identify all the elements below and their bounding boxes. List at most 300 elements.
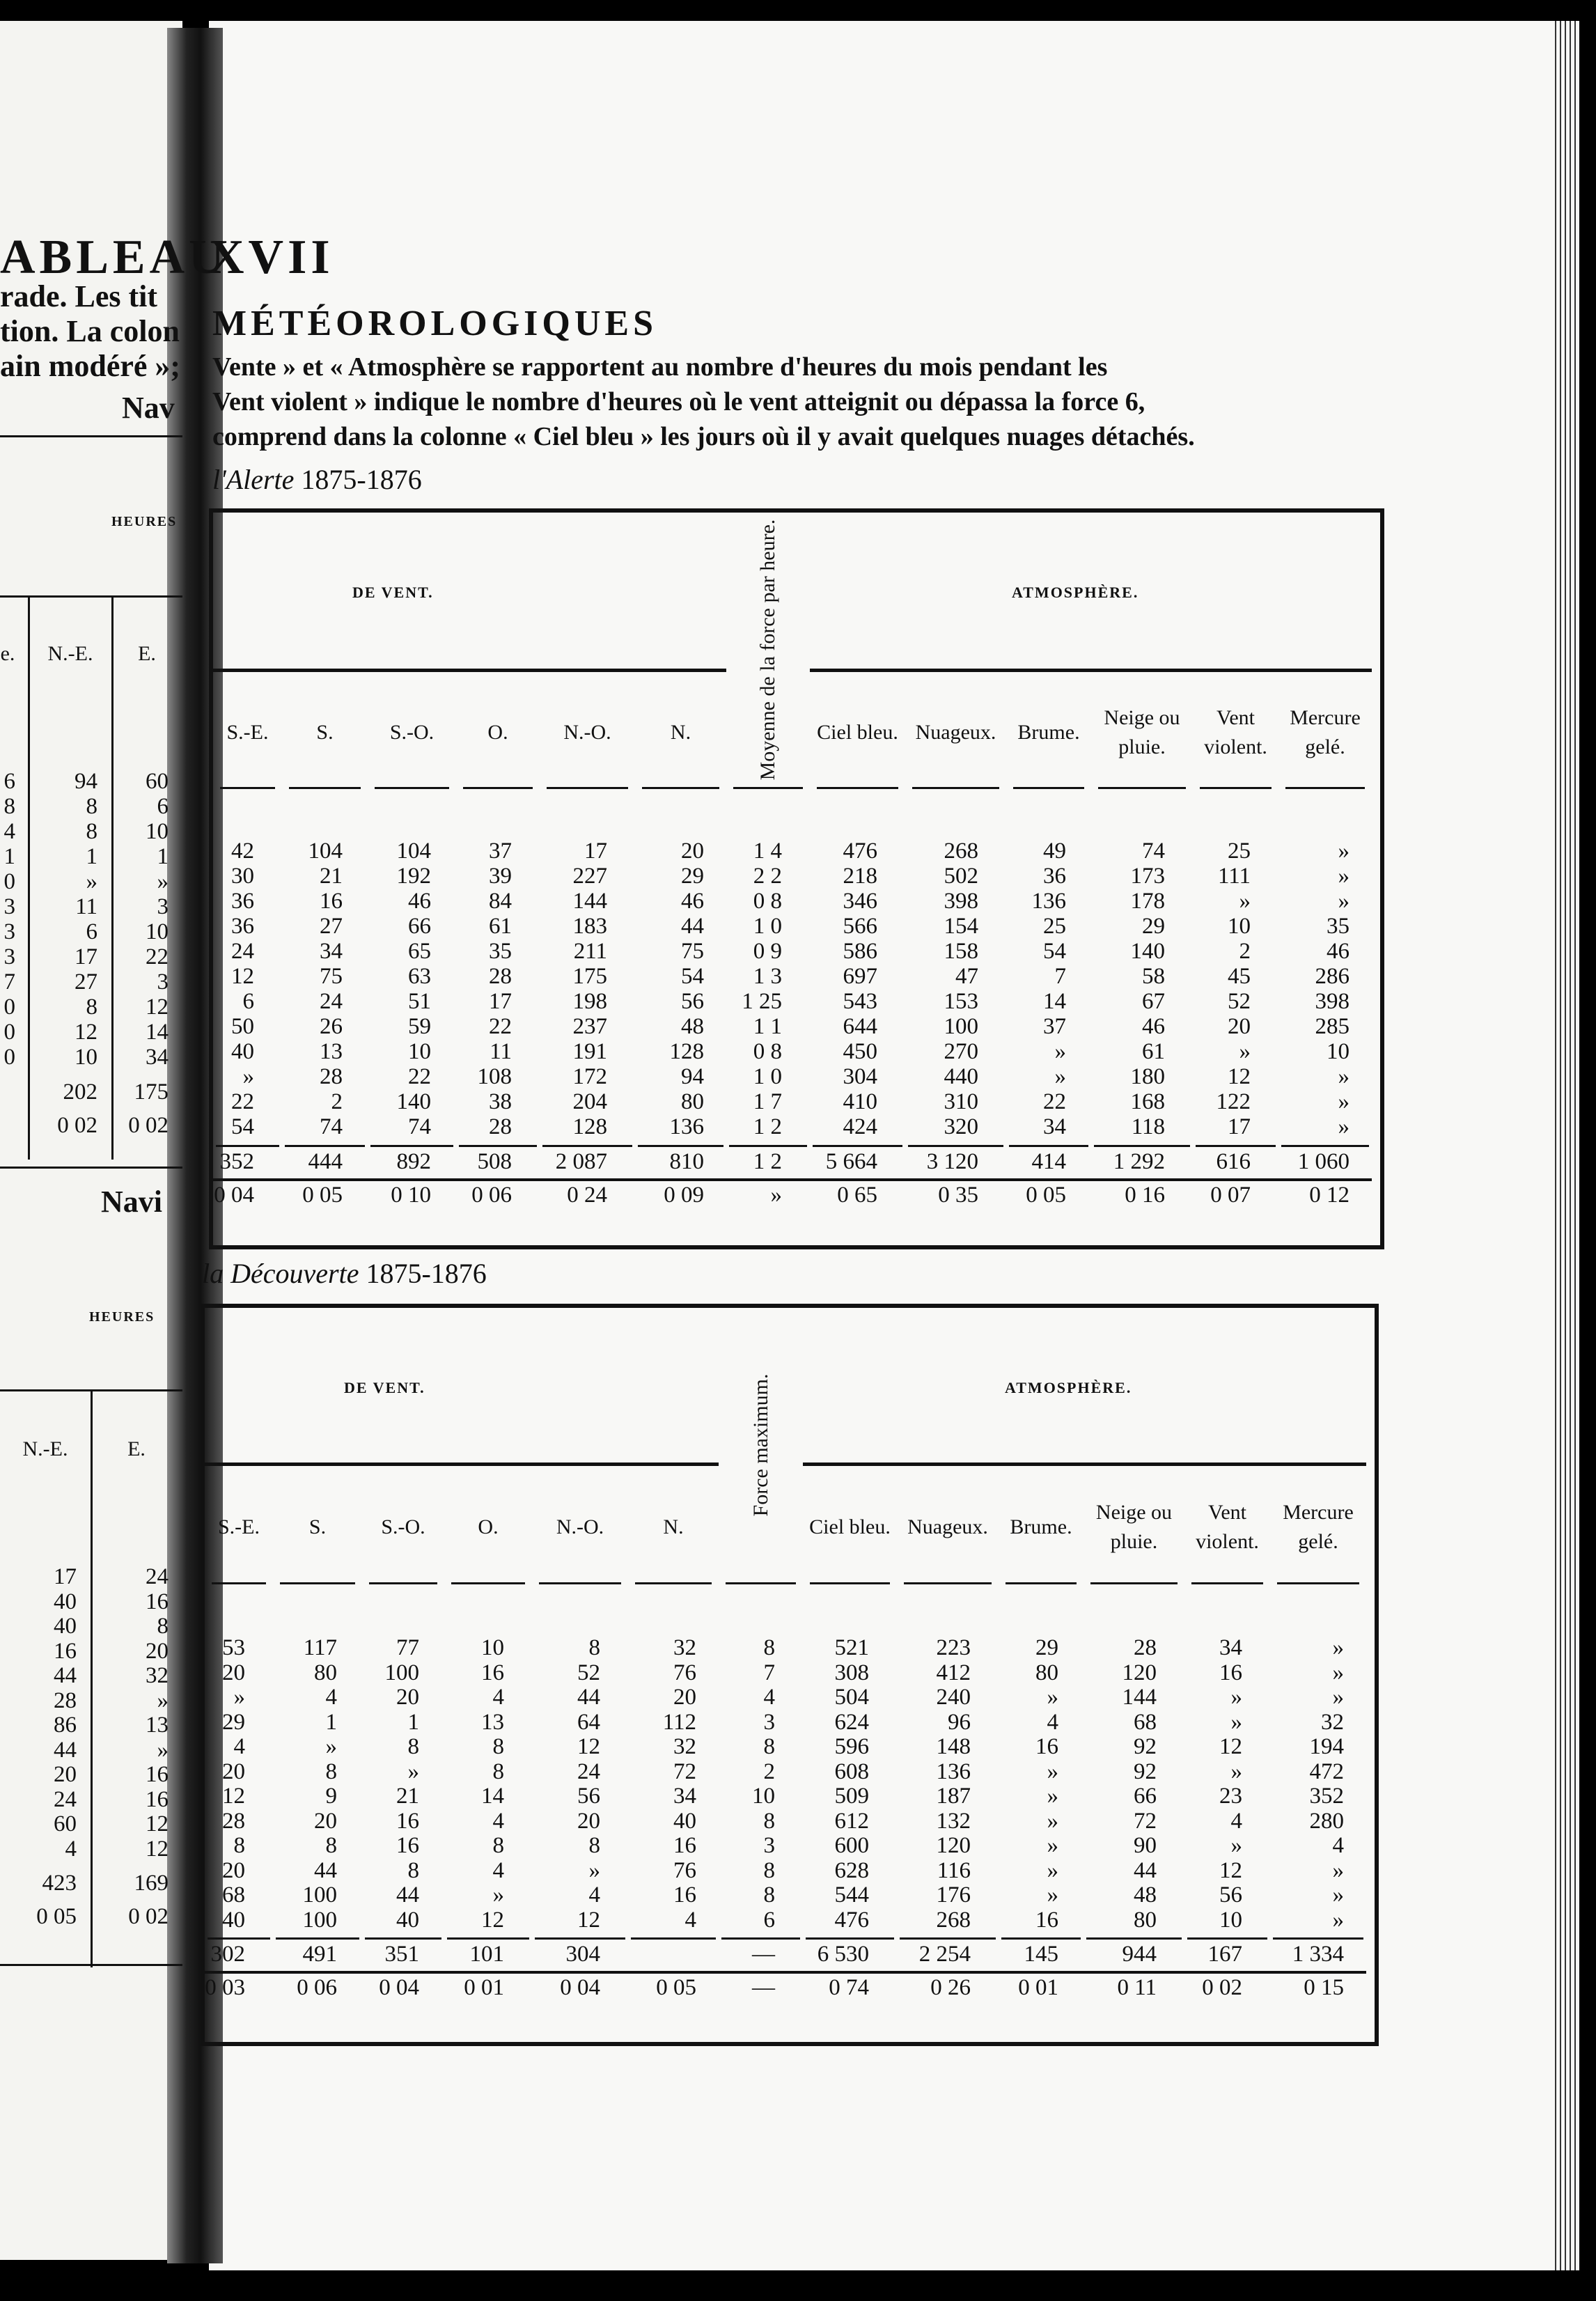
table1-column-header: Nuageux. xyxy=(915,721,996,744)
table1-cell: 153 xyxy=(944,989,978,1014)
table2-cell: 28 xyxy=(1134,1635,1157,1660)
table1-title xyxy=(212,463,422,496)
table2-total-rule xyxy=(208,1937,270,1940)
table2-total-cell: 351 xyxy=(384,1942,419,1967)
table2-total-rule xyxy=(631,1937,716,1940)
table2-header-underline xyxy=(280,1582,355,1584)
table2-rotated-header: Force maximum. xyxy=(749,1373,772,1517)
page-edges xyxy=(1551,21,1579,2270)
table2-cell: 612 xyxy=(834,1808,869,1834)
table1-cell: 108 xyxy=(477,1064,512,1089)
table1-cell: 410 xyxy=(843,1089,877,1114)
table2-cell: 136 xyxy=(936,1758,971,1784)
table1-cell: » xyxy=(1054,1064,1066,1089)
table1-left-cell: 3 xyxy=(3,919,15,944)
table2-total-rule xyxy=(1001,1937,1081,1940)
table2-total-rule xyxy=(721,1937,800,1940)
table1-cell: 63 xyxy=(408,964,431,989)
table2-header-underline xyxy=(212,1582,266,1584)
table1-cell: 154 xyxy=(944,914,978,939)
table2-left-cell: 20 xyxy=(54,1762,77,1787)
table2-total-rule xyxy=(1187,1937,1267,1940)
table1-cell: 1 0 xyxy=(753,1064,782,1089)
table1-cell: 35 xyxy=(489,939,512,964)
table2-left-cell: 4 xyxy=(65,1836,77,1862)
table1-cell: 346 xyxy=(843,889,877,914)
table1-cell: 36 xyxy=(1043,864,1066,889)
table1-cell: 10 xyxy=(1327,1039,1349,1064)
table1-cell: 28 xyxy=(320,1064,343,1089)
table2-header-underline xyxy=(369,1582,437,1584)
table2-cell: 194 xyxy=(1309,1734,1344,1759)
table1-left-cell: 7 xyxy=(3,969,15,994)
table1-cell: 268 xyxy=(944,838,978,864)
table1-cell: 94 xyxy=(681,1064,704,1089)
table2-mean-cell: 0 01 xyxy=(1018,1975,1058,2000)
table1-mean-cell: 0 65 xyxy=(837,1183,877,1208)
table2-title xyxy=(202,1257,487,1290)
table2-cell: 100 xyxy=(302,1907,337,1933)
table2-cell: 504 xyxy=(834,1685,869,1710)
left-intro-line-4: Nav xyxy=(122,391,175,425)
table2-left-cell: 12 xyxy=(146,1836,169,1862)
table2-total-rule xyxy=(1086,1937,1182,1940)
table1-cell: 10 xyxy=(1228,914,1251,939)
table1-left-cell: 14 xyxy=(146,1020,169,1045)
table1-cell: 46 xyxy=(408,889,431,914)
table2-cell: 56 xyxy=(1219,1882,1242,1908)
table2-cell: 34 xyxy=(1219,1635,1242,1660)
table1-cell: 502 xyxy=(944,864,978,889)
table2-cell: 80 xyxy=(1134,1907,1157,1933)
table1-total-rule xyxy=(1094,1145,1190,1147)
table2-cell: 8 xyxy=(325,1833,337,1858)
table1-cell: 22 xyxy=(489,1014,512,1039)
table1-cell: » xyxy=(1338,838,1349,864)
table2-cell: 117 xyxy=(303,1635,337,1660)
table1-total-rule xyxy=(542,1145,632,1147)
table1-cell: 178 xyxy=(1130,889,1165,914)
table2-cell: 412 xyxy=(936,1660,971,1685)
table1-cell: 140 xyxy=(1130,939,1165,964)
table2-cell: » xyxy=(1332,1635,1344,1660)
table1-cell: 191 xyxy=(572,1039,607,1064)
table1-cell: 111 xyxy=(1217,864,1251,889)
table2-atmo-group-label: ATMOSPHÈRE. xyxy=(1005,1379,1132,1396)
table1-total-cell: 3 120 xyxy=(926,1149,978,1174)
table1-left-cell: 10 xyxy=(146,819,169,844)
table1-cell: 304 xyxy=(843,1064,877,1089)
table1-total-rule xyxy=(285,1145,365,1147)
table1-cell: » xyxy=(1338,1114,1349,1139)
table1-left-cell: 10 xyxy=(146,919,169,944)
table2-cell: 56 xyxy=(577,1784,600,1809)
table2-left-mean: 0 02 xyxy=(128,1904,169,1929)
table2-total-cell: 1 334 xyxy=(1292,1942,1344,1967)
table2-cell: » xyxy=(407,1758,419,1784)
table1-left-cell: 3 xyxy=(3,944,15,969)
table2-cell: 4 xyxy=(763,1685,775,1710)
table1-total-cell: 892 xyxy=(396,1149,431,1174)
table1-cell: 2 xyxy=(331,1089,343,1114)
table2-cell: 44 xyxy=(577,1685,600,1710)
table1-cell: 450 xyxy=(843,1039,877,1064)
table1-column-header: Mercure gelé. xyxy=(1290,706,1361,758)
table1-cell: 320 xyxy=(944,1114,978,1139)
table1-total-rule xyxy=(459,1145,537,1147)
table1-cell: 75 xyxy=(681,939,704,964)
table1-total-rule xyxy=(638,1145,723,1147)
table2-wind-group-label: DE VENT. xyxy=(344,1379,425,1396)
table1-cell: 227 xyxy=(572,864,607,889)
table2-column-header: Nuageux. xyxy=(907,1515,988,1538)
table2-cell: 6 xyxy=(763,1907,775,1933)
table2-cell: » xyxy=(1332,1660,1344,1685)
table1-left-heures: HEURES xyxy=(111,514,178,529)
table1-left-cell: 3 xyxy=(157,969,169,994)
table2-cell: 8 xyxy=(763,1882,775,1908)
table1-cell: 17 xyxy=(1228,1114,1251,1139)
table2-total-cell: 145 xyxy=(1024,1942,1058,1967)
table1-title-ship: l'Alerte xyxy=(212,464,295,495)
table1-cell: 24 xyxy=(320,989,343,1014)
table2-cell: 8 xyxy=(233,1833,245,1858)
table2-cell: 280 xyxy=(1309,1808,1344,1834)
table1-cell: 48 xyxy=(681,1014,704,1039)
table1-cell: 1 4 xyxy=(753,838,782,864)
table1-cell: 67 xyxy=(1142,989,1165,1014)
table1-cell: 398 xyxy=(1315,989,1349,1014)
table2-mean-cell: 0 74 xyxy=(829,1975,869,2000)
table2-total-rule xyxy=(900,1937,996,1940)
table1-cell: 22 xyxy=(408,1064,431,1089)
table1-left-cell: 22 xyxy=(146,944,169,969)
table1-cell: 2 2 xyxy=(753,864,782,889)
table1-cell: 13 xyxy=(320,1039,343,1064)
table1-cell: 49 xyxy=(1043,838,1066,864)
table1-left-cell: 0 xyxy=(3,994,15,1020)
table2-mean-cell: 0 02 xyxy=(1202,1975,1242,2000)
table1-column-header: O. xyxy=(487,721,508,744)
table2-cell: 16 xyxy=(673,1882,696,1908)
table2-header-underline xyxy=(1277,1582,1359,1584)
table2-cell: 90 xyxy=(1134,1833,1157,1858)
table1-left-cell: 0 xyxy=(3,1045,15,1070)
table2-cell: 10 xyxy=(752,1784,775,1809)
table1-cell: 1 2 xyxy=(753,1114,782,1139)
table1-left-mean: 0 02 xyxy=(128,1113,169,1138)
table2-cell: 120 xyxy=(936,1833,971,1858)
table1-mean-cell: 0 04 xyxy=(214,1183,254,1208)
table1-cell: 80 xyxy=(681,1089,704,1114)
table1-cell: » xyxy=(1338,1064,1349,1089)
table1-total-rule xyxy=(1281,1145,1369,1147)
table2-cell: 76 xyxy=(673,1857,696,1883)
table2-cell: 4 xyxy=(492,1857,504,1883)
table1-header-underline xyxy=(220,787,275,789)
left-intro-line-1: rade. Les tit xyxy=(0,279,158,313)
table2-cell: 13 xyxy=(481,1709,504,1735)
table2-cell: » xyxy=(1332,1857,1344,1883)
table2-cell: 20 xyxy=(673,1685,696,1710)
table2-mean-cell: 0 01 xyxy=(464,1975,504,2000)
table1-column-header: S. xyxy=(316,721,334,744)
table1-cell: 40 xyxy=(231,1039,254,1064)
table1-cell: » xyxy=(1338,1089,1349,1114)
table2-cell: 32 xyxy=(673,1635,696,1660)
table2-cell: 8 xyxy=(763,1857,775,1883)
table1-cell: 11 xyxy=(490,1039,512,1064)
table1-left-cell: 94 xyxy=(75,769,97,794)
table2-left-cell: 24 xyxy=(54,1786,77,1812)
table1-total-rule xyxy=(813,1145,902,1147)
table2-cell: 72 xyxy=(1134,1808,1157,1834)
table1-header-underline xyxy=(1098,787,1186,789)
table2-cell: 76 xyxy=(673,1660,696,1685)
table1-total-cell: 352 xyxy=(219,1149,254,1174)
table2-total-rule xyxy=(1273,1937,1363,1940)
table1-mean-cell: 0 05 xyxy=(1026,1183,1066,1208)
table1-cell: 27 xyxy=(320,914,343,939)
table1-cell: 35 xyxy=(1327,914,1349,939)
table1-cell: 175 xyxy=(572,964,607,989)
table1-cell: 440 xyxy=(944,1064,978,1089)
table1-cell: 543 xyxy=(843,989,877,1014)
table2-mean-cell: 0 06 xyxy=(297,1975,337,2000)
table2-left-header: E. xyxy=(127,1437,146,1460)
table1-cell: 128 xyxy=(669,1039,704,1064)
table1-cell: 237 xyxy=(572,1014,607,1039)
table1-cell: 20 xyxy=(1228,1014,1251,1039)
table2-cell: 624 xyxy=(834,1709,869,1735)
table2-header-underline xyxy=(451,1582,525,1584)
table2-cell: 176 xyxy=(936,1882,971,1908)
table2-mean-cell: 0 15 xyxy=(1304,1975,1344,2000)
table2-title-years: 1875-1876 xyxy=(366,1258,487,1289)
table2-left-cell: 13 xyxy=(146,1713,169,1738)
table2-cell: 16 xyxy=(1219,1660,1242,1685)
table1-column-header: Brume. xyxy=(1017,721,1080,744)
table1-cell: 173 xyxy=(1130,864,1165,889)
left-intro-line-3: ain modéré »; xyxy=(0,349,181,383)
table1-cell: 47 xyxy=(955,964,978,989)
table1-total-cell: 508 xyxy=(477,1149,512,1174)
table2-cell: 4 xyxy=(233,1734,245,1759)
table1-total-rule xyxy=(216,1145,279,1147)
left-intro-line-2: tion. La colon xyxy=(0,314,180,348)
table1-cell: 285 xyxy=(1315,1014,1349,1039)
table2-header-underline xyxy=(1006,1582,1077,1584)
table2-cell: 16 xyxy=(1035,1734,1058,1759)
table2-cell: 14 xyxy=(481,1784,504,1809)
table1-left-cell: 3 xyxy=(157,894,169,919)
table2-column-header: S.-E. xyxy=(218,1515,260,1538)
table1-cell: 34 xyxy=(320,939,343,964)
table1-column-header: N. xyxy=(670,721,691,744)
table2-cell: 4 xyxy=(684,1907,696,1933)
table2-cell: 92 xyxy=(1134,1734,1157,1759)
table2-total-cell: 302 xyxy=(210,1942,245,1967)
table2-cell: 4 xyxy=(1332,1833,1344,1858)
table1-left-cell: 12 xyxy=(146,994,169,1020)
table2-cell: » xyxy=(588,1857,600,1883)
table1-cell: 38 xyxy=(489,1089,512,1114)
table1-cell: 26 xyxy=(320,1014,343,1039)
table1-cell: 118 xyxy=(1131,1114,1165,1139)
table1-cell: 158 xyxy=(944,939,978,964)
table1-cell: 36 xyxy=(231,914,254,939)
table1-cell: » xyxy=(1239,1039,1251,1064)
table1-left-cell: 8 xyxy=(3,794,15,819)
table1-mean-rule xyxy=(213,1178,1372,1181)
table1-cell: 20 xyxy=(681,838,704,864)
table2-mean-cell: — xyxy=(752,1975,775,2000)
table1-cell: 75 xyxy=(320,964,343,989)
table2-left-cell: 16 xyxy=(146,1762,169,1787)
table1-cell: » xyxy=(242,1064,254,1089)
table1-header-underline xyxy=(1285,787,1365,789)
table1-cell: 122 xyxy=(1216,1089,1251,1114)
table1-mean-cell: » xyxy=(770,1183,782,1208)
table1-rotated-header: Moyenne de la force par heure. xyxy=(756,519,779,781)
table2-cell: » xyxy=(1332,1685,1344,1710)
table1-left-cell: 8 xyxy=(86,994,97,1020)
table2-cell: 8 xyxy=(492,1734,504,1759)
table2-cell: 20 xyxy=(222,1758,245,1784)
table2-total-cell: 491 xyxy=(302,1942,337,1967)
table2-cell: 20 xyxy=(222,1857,245,1883)
table1-cell: 22 xyxy=(231,1089,254,1114)
table2-header-underline xyxy=(810,1582,890,1584)
table2-left-cell: 20 xyxy=(146,1638,169,1664)
table1-cell: 22 xyxy=(1043,1089,1066,1114)
table2-cell: 24 xyxy=(577,1758,600,1784)
table1-left-cell: » xyxy=(157,869,169,894)
table1-mean-cell: 0 35 xyxy=(938,1183,978,1208)
table1-cell: 1 25 xyxy=(742,989,782,1014)
table2-mean-cell: 0 03 xyxy=(205,1975,245,2000)
table2-left-cell: » xyxy=(157,1687,169,1713)
table2-left-cell: » xyxy=(157,1737,169,1763)
table1-cell: 183 xyxy=(572,914,607,939)
table2-left-cell: 24 xyxy=(146,1564,169,1589)
table2-cell: 8 xyxy=(407,1857,419,1883)
table2-cell: 8 xyxy=(763,1808,775,1834)
table1-cell: 34 xyxy=(1043,1114,1066,1139)
table2-cell: 77 xyxy=(396,1635,419,1660)
table1-cell: 74 xyxy=(320,1114,343,1139)
table2-cell: 112 xyxy=(662,1709,696,1735)
table2-cell: 4 xyxy=(588,1882,600,1908)
table2-total-cell: 6 530 xyxy=(817,1942,869,1967)
table1-cell: 52 xyxy=(1228,989,1251,1014)
table2-cell: 308 xyxy=(834,1660,869,1685)
table2-total-rule xyxy=(806,1937,894,1940)
table1-cell: 42 xyxy=(231,838,254,864)
table2-cell: 12 xyxy=(1219,1857,1242,1883)
table2-left-cell: 17 xyxy=(54,1564,77,1589)
table2-left-cell: 60 xyxy=(54,1811,77,1836)
table1-cell: 128 xyxy=(572,1114,607,1139)
table2-cell: 16 xyxy=(1035,1907,1058,1933)
table2-left-cell: 32 xyxy=(146,1663,169,1688)
table2-cell: 132 xyxy=(936,1808,971,1834)
table1-mean-cell: 0 05 xyxy=(302,1183,343,1208)
table1-cell: 310 xyxy=(944,1089,978,1114)
table1-header-underline xyxy=(1200,787,1272,789)
table1-left-cell: 34 xyxy=(146,1045,169,1070)
table2-mean-cell: 0 11 xyxy=(1117,1975,1157,2000)
table2-atmo-group-rule xyxy=(803,1462,1366,1466)
table1-left-cell: 6 xyxy=(157,794,169,819)
table2-cell: 8 xyxy=(407,1734,419,1759)
table1-cell: 25 xyxy=(1228,838,1251,864)
table2-cell: 120 xyxy=(1122,1660,1157,1685)
table1-left-cell: 60 xyxy=(146,769,169,794)
table1-left-cell: 6 xyxy=(86,919,97,944)
table1-cell: 37 xyxy=(1043,1014,1066,1039)
table2-cell: 10 xyxy=(481,1635,504,1660)
table1-header-underline xyxy=(375,787,449,789)
table1-cell: 198 xyxy=(572,989,607,1014)
table2-cell: 64 xyxy=(577,1709,600,1735)
table1-cell: 59 xyxy=(408,1014,431,1039)
table1-cell: 28 xyxy=(489,964,512,989)
table1-cell: 65 xyxy=(408,939,431,964)
table2-total-cell: 101 xyxy=(469,1942,504,1967)
table2-cell: 16 xyxy=(481,1660,504,1685)
table2-cell: » xyxy=(1047,1685,1058,1710)
table2-cell: 4 xyxy=(492,1808,504,1834)
table2-cell: 476 xyxy=(834,1907,869,1933)
table1-total-cell: 1 2 xyxy=(753,1149,782,1174)
table2-cell: 187 xyxy=(936,1784,971,1809)
table2-cell: 12 xyxy=(1219,1734,1242,1759)
table1-cell: 61 xyxy=(1142,1039,1165,1064)
table2-cell: 2 xyxy=(763,1758,775,1784)
table2-cell: 28 xyxy=(222,1808,245,1834)
table2-total-cell: 304 xyxy=(565,1942,600,1967)
table1-cell: 104 xyxy=(396,838,431,864)
table1-total-cell: 1 060 xyxy=(1297,1149,1349,1174)
table1-header-underline xyxy=(1013,787,1084,789)
table2-header-underline xyxy=(726,1582,796,1584)
table1-left-header: E. xyxy=(138,642,156,665)
table2-header-underline xyxy=(904,1582,992,1584)
table2-cell: » xyxy=(1230,1758,1242,1784)
table1-left-navi: Navi xyxy=(101,1185,162,1219)
table2-cell: 96 xyxy=(948,1709,971,1735)
table1-header-underline xyxy=(733,787,803,789)
table2-left-cell: 86 xyxy=(54,1713,77,1738)
table1-left-mean: 0 02 xyxy=(57,1113,97,1138)
table2-cell: 40 xyxy=(222,1907,245,1933)
table2-cell: » xyxy=(1332,1907,1344,1933)
table1-cell: 46 xyxy=(1327,939,1349,964)
table1-mean-cell: 0 06 xyxy=(471,1183,512,1208)
table2-cell: 268 xyxy=(936,1907,971,1933)
table2-cell: » xyxy=(1047,1882,1058,1908)
table1-cell: 58 xyxy=(1142,964,1165,989)
table2-cell: » xyxy=(233,1685,245,1710)
table1-cell: 50 xyxy=(231,1014,254,1039)
table2-left-cell: 44 xyxy=(54,1663,77,1688)
table1-left-cell: 0 xyxy=(3,1020,15,1045)
table2-column-header: S.-O. xyxy=(381,1515,425,1538)
table1-cell: 100 xyxy=(944,1014,978,1039)
table2-cell: 12 xyxy=(481,1907,504,1933)
table1-cell: 54 xyxy=(231,1114,254,1139)
